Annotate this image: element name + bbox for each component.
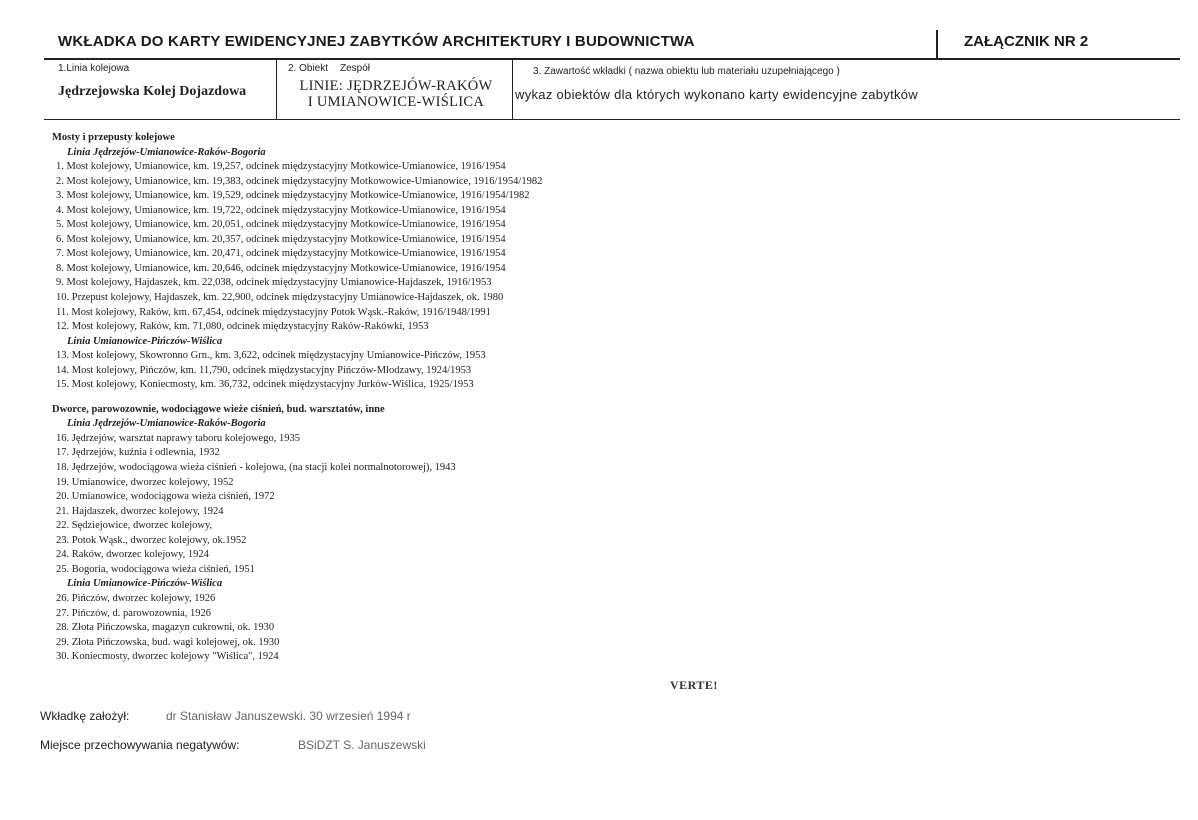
author-label: Wkładkę założył: <box>40 709 130 723</box>
insert-content-label: 3. Zawartość wkładki ( nazwa obiektu lub materiału uzupełniającego ) <box>533 66 840 77</box>
list-item: 16. Jędrzejów, warsztat naprawy taboru kolejowego, 1935 <box>56 432 300 444</box>
list-item: 9. Most kolejowy, Hajdaszek, km. 22,038, odcinek międzystacyjny Umianowice-Hajdaszek, 1916/1953 <box>56 277 492 289</box>
table-bottom-rule <box>44 119 1180 120</box>
table-top-rule <box>44 58 1180 60</box>
object-value-line-1: LINIE: JĘDRZEJÓW-RAKÓW <box>299 78 493 94</box>
list-item: 18. Jędrzejów, wodociągowa wieża ciśnień - kolejowa, (na stacji kolei normalnotorowej), 1943 <box>56 462 456 474</box>
annex-number: ZAŁĄCZNIK NR 2 <box>964 33 1089 50</box>
list-item: 7. Most kolejowy, Umianowice, km. 20,471, odcinek międzystacyjny Motkowice-Umianowice, 1916/1954 <box>56 248 506 260</box>
storage-label: Miejsce przechowywania negatywów: <box>40 738 240 752</box>
list-item: 8. Most kolejowy, Umianowice, km. 20,646, odcinek międzystacyjny Motkowice-Umianowice, 1916/1954 <box>56 262 506 274</box>
section-heading: Mosty i przepusty kolejowe <box>52 132 175 143</box>
document-title: WKŁADKA DO KARTY EWIDENCYJNEJ ZABYTKÓW ARCHITEKTURY I BUDOWNICTWA <box>58 33 695 50</box>
railway-line-label: 1.Linia kolejowa <box>58 63 130 74</box>
railway-line-subheading: Linia Jędrzejów-Umianowice-Raków-Bogoria <box>67 146 266 158</box>
list-item: 2. Most kolejowy, Umianowice, km. 19,383, odcinek międzystacyjny Motkowowice-Umianowice, 1916/1954/1982 <box>56 175 543 187</box>
section-spacer <box>52 393 752 403</box>
list-item: 29. Złota Pińczowska, bud. wagi kolejowej, ok. 1930 <box>56 636 280 648</box>
column-divider-1 <box>276 59 277 119</box>
storage-value: BSiDZT S. Januszewski <box>298 738 426 752</box>
list-item: 1. Most kolejowy, Umianowice, km. 19,257, odcinek międzystacyjny Motkowice-Umianowice, 1916/1954 <box>56 161 506 173</box>
list-item: 21. Hajdaszek, dworzec kolejowy, 1924 <box>56 505 224 517</box>
list-item: 22. Sędziejowice, dworzec kolejowy, <box>56 520 213 532</box>
railway-line-subheading: Linia Umianowice-Pińczów-Wiślica <box>67 335 223 347</box>
list-item: 17. Jędrzejów, kuźnia i odlewnia, 1932 <box>56 447 220 459</box>
list-item: 27. Pińczów, d. parowozownia, 1926 <box>56 607 212 619</box>
list-item: 28. Złota Pińczowska, magazyn cukrowni, ok. 1930 <box>56 622 275 634</box>
insert-content-value: wykaz obiektów dla których wykonano karty ewidencyjne zabytków <box>515 87 919 102</box>
railway-line-value: Jędrzejowska Kolej Dojazdowa <box>58 84 247 99</box>
list-item: 23. Potok Wąsk., dworzec kolejowy, ok.1952 <box>56 534 247 546</box>
list-item: 19. Umianowice, dworzec kolejowy, 1952 <box>56 476 234 488</box>
list-item: 13. Most kolejowy, Skowronno Grn., km. 3,622, odcinek międzystacyjny Umianowice-Pińczów, 1953 <box>56 350 486 362</box>
list-item: 5. Most kolejowy, Umianowice, km. 20,051, odcinek międzystacyjny Motkowice-Umianowice, 1916/1954 <box>56 219 506 231</box>
list-item: 24. Raków, dworzec kolejowy, 1924 <box>56 549 209 561</box>
list-item: 3. Most kolejowy, Umianowice, km. 19,529, odcinek międzystacyjny Motkowice-Umianowice, 1916/1954/1982 <box>56 190 530 202</box>
railway-line-subheading: Linia Jędrzejów-Umianowice-Raków-Bogoria <box>67 418 266 430</box>
list-item: 25. Bogoria, wodociągowa wieża ciśnień, 1951 <box>56 563 255 575</box>
objects-list <box>52 131 752 665</box>
list-item: 10. Przepust kolejowy, Hajdaszek, km. 22,900, odcinek międzystacyjny Umianowice-Hajdaszek, ok. 1980 <box>56 292 504 304</box>
list-item: 30. Koniecmosty, dworzec kolejowy "Wiślica", 1924 <box>56 651 279 663</box>
list-item: 20. Umianowice, wodociągowa wieża ciśnień, 1972 <box>56 491 275 503</box>
complex-label: Zespół <box>340 63 371 74</box>
list-item: 4. Most kolejowy, Umianowice, km. 19,722, odcinek międzystacyjny Motkowice-Umianowice, 1916/1954 <box>56 204 506 216</box>
column-divider-2 <box>512 59 513 119</box>
list-item: 11. Most kolejowy, Raków, km. 67,454, odcinek międzystacyjny Potok Wąsk.-Raków, 1916/1948/1991 <box>56 306 491 318</box>
header-divider <box>936 30 938 58</box>
list-item: 26. Pińczów, dworzec kolejowy, 1926 <box>56 592 216 604</box>
object-label: 2. Obiekt <box>288 63 329 74</box>
verte-note: VERTE! <box>670 678 718 692</box>
list-item: 12. Most kolejowy, Raków, km. 71,080, odcinek międzystacyjny Raków-Rakówki, 1953 <box>56 321 429 333</box>
object-value-line-2: I UMIANOWICE-WIŚLICA <box>307 94 485 110</box>
list-item: 15. Most kolejowy, Koniecmosty, km. 36,732, odcinek międzystacyjny Jurków-Wiślica, 1925/1953 <box>56 379 474 391</box>
section-heading: Dworce, parowozownie, wodociągowe wieże ciśnień, bud. warsztatów, inne <box>52 403 385 415</box>
railway-line-subheading: Linia Umianowice-Pińczów-Wiślica <box>67 578 223 590</box>
list-item: 14. Most kolejowy, Pińczów, km. 11,790, odcinek międzystacyjny Pińczów-Młodzawy, 1924/1953 <box>56 364 472 376</box>
list-item: 6. Most kolejowy, Umianowice, km. 20,357, odcinek międzystacyjny Motkowice-Umianowice, 1916/1954 <box>56 233 506 245</box>
author-value: dr Stanisław Januszewski. 30 wrzesień 1994 r <box>166 709 411 723</box>
object-value <box>285 78 507 110</box>
